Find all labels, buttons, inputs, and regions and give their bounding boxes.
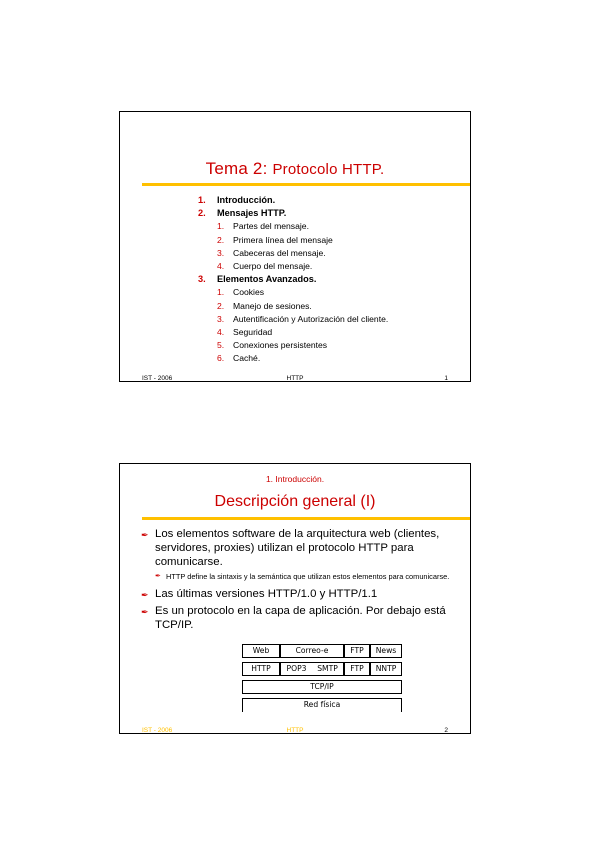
toc-subitem xyxy=(198,313,388,326)
toc-label: Manejo de sesiones. xyxy=(233,300,312,311)
toc-label: Caché. xyxy=(233,353,261,364)
bullet-text: HTTP define la sintaxis y la semántica que utilizan estos elementos para comunicarse. xyxy=(166,572,450,581)
toc-number: 2. xyxy=(217,234,225,245)
page-number: 2 xyxy=(444,727,448,734)
title-underline xyxy=(142,183,470,186)
bullet-item xyxy=(141,587,461,601)
stack-cell: Web xyxy=(242,644,280,658)
stack-cell: NNTP xyxy=(370,662,402,676)
stack-cell: Correo-e xyxy=(280,644,344,658)
toc-item xyxy=(198,207,388,220)
stack-row-transport xyxy=(242,680,402,694)
toc-number: 1. xyxy=(217,221,225,232)
toc-label: Seguridad xyxy=(233,327,273,338)
toc-subitem xyxy=(198,326,388,339)
footer-left: IST - 2006 xyxy=(142,375,173,382)
toc-number: 4. xyxy=(217,327,225,338)
toc-number: 2. xyxy=(198,208,206,219)
slide-2 xyxy=(119,463,471,734)
bullet-list xyxy=(141,527,461,635)
toc-label: Cuerpo del mensaje. xyxy=(233,261,313,272)
bullet-icon: ✒ xyxy=(155,573,161,580)
stack-cell: FTP xyxy=(344,644,370,658)
toc-item xyxy=(198,194,388,207)
toc-number: 1. xyxy=(217,287,225,298)
sub-bullet-item xyxy=(141,572,461,582)
toc-number: 1. xyxy=(198,195,206,205)
table-of-contents xyxy=(198,194,388,366)
toc-subitem xyxy=(198,220,388,233)
toc-subitem xyxy=(198,300,388,313)
toc-number: 4. xyxy=(217,261,225,272)
footer-left: IST - 2006 xyxy=(142,727,173,734)
stack-row-protocols xyxy=(242,662,402,676)
bullet-item xyxy=(141,604,461,632)
toc-subitem xyxy=(198,247,388,260)
bullet-icon: ✒ xyxy=(141,589,149,600)
stack-row-services xyxy=(242,644,402,658)
bullet-text: Los elementos software de la arquitectura web (clientes, servidores, proxies) utilizan el protocolo HTTP para comunicarse. xyxy=(155,528,440,568)
toc-label: Introducción. xyxy=(217,195,276,205)
toc-number: 6. xyxy=(217,353,225,364)
toc-label: Mensajes HTTP. xyxy=(217,208,287,219)
slide-title: Descripción general (I) xyxy=(214,493,376,510)
bullet-text: Las últimas versiones HTTP/1.0 y HTTP/1.1 xyxy=(155,587,378,600)
bullet-icon: ✒ xyxy=(141,606,149,617)
stack-cell: HTTP xyxy=(242,662,280,676)
stack-cell: News xyxy=(370,644,402,658)
toc-label: Primera línea del mensaje xyxy=(233,234,333,245)
title-main: Tema 2: xyxy=(205,159,268,178)
footer-center: HTTP xyxy=(286,375,304,382)
toc-label: Elementos Avanzados. xyxy=(217,274,317,285)
toc-label: Partes del mensaje. xyxy=(233,221,309,232)
slide-1 xyxy=(119,111,471,382)
bullet-item xyxy=(141,527,461,569)
toc-subitem xyxy=(198,339,388,352)
toc-label: Conexiones persistentes xyxy=(233,340,328,351)
slide-title xyxy=(120,159,470,179)
stack-cell: TCP/IP xyxy=(242,680,402,694)
stack-cell: Red física xyxy=(242,698,402,712)
page-number: 1 xyxy=(444,375,448,382)
section-label: 1. Introducción. xyxy=(265,474,325,484)
toc-number: 2. xyxy=(217,300,225,311)
toc-label: Cookies xyxy=(233,287,265,298)
toc-label: Autentificación y Autorización del cliente. xyxy=(233,313,389,324)
toc-subitem xyxy=(198,234,388,247)
toc-subitem xyxy=(198,260,388,273)
bullet-text: Es un protocolo en la capa de aplicación. Por debajo está TCP/IP. xyxy=(155,604,446,631)
title-sub: Protocolo HTTP. xyxy=(272,161,385,178)
toc-label: Cabeceras del mensaje. xyxy=(233,247,326,258)
toc-item xyxy=(198,273,388,286)
bullet-icon: ✒ xyxy=(141,530,149,540)
title-underline xyxy=(142,517,470,520)
toc-subitem xyxy=(198,286,388,299)
toc-subitem xyxy=(198,352,388,365)
stack-cell: POP3 xyxy=(280,662,312,676)
toc-number: 3. xyxy=(217,313,225,324)
toc-number: 3. xyxy=(217,247,225,258)
protocol-stack-diagram xyxy=(242,644,402,716)
stack-cell: FTP xyxy=(344,662,370,676)
footer-center: HTTP xyxy=(286,727,304,734)
stack-row-network xyxy=(242,698,402,712)
toc-number: 3. xyxy=(198,274,206,285)
toc-number: 5. xyxy=(217,340,225,351)
stack-cell: SMTP xyxy=(312,662,344,676)
